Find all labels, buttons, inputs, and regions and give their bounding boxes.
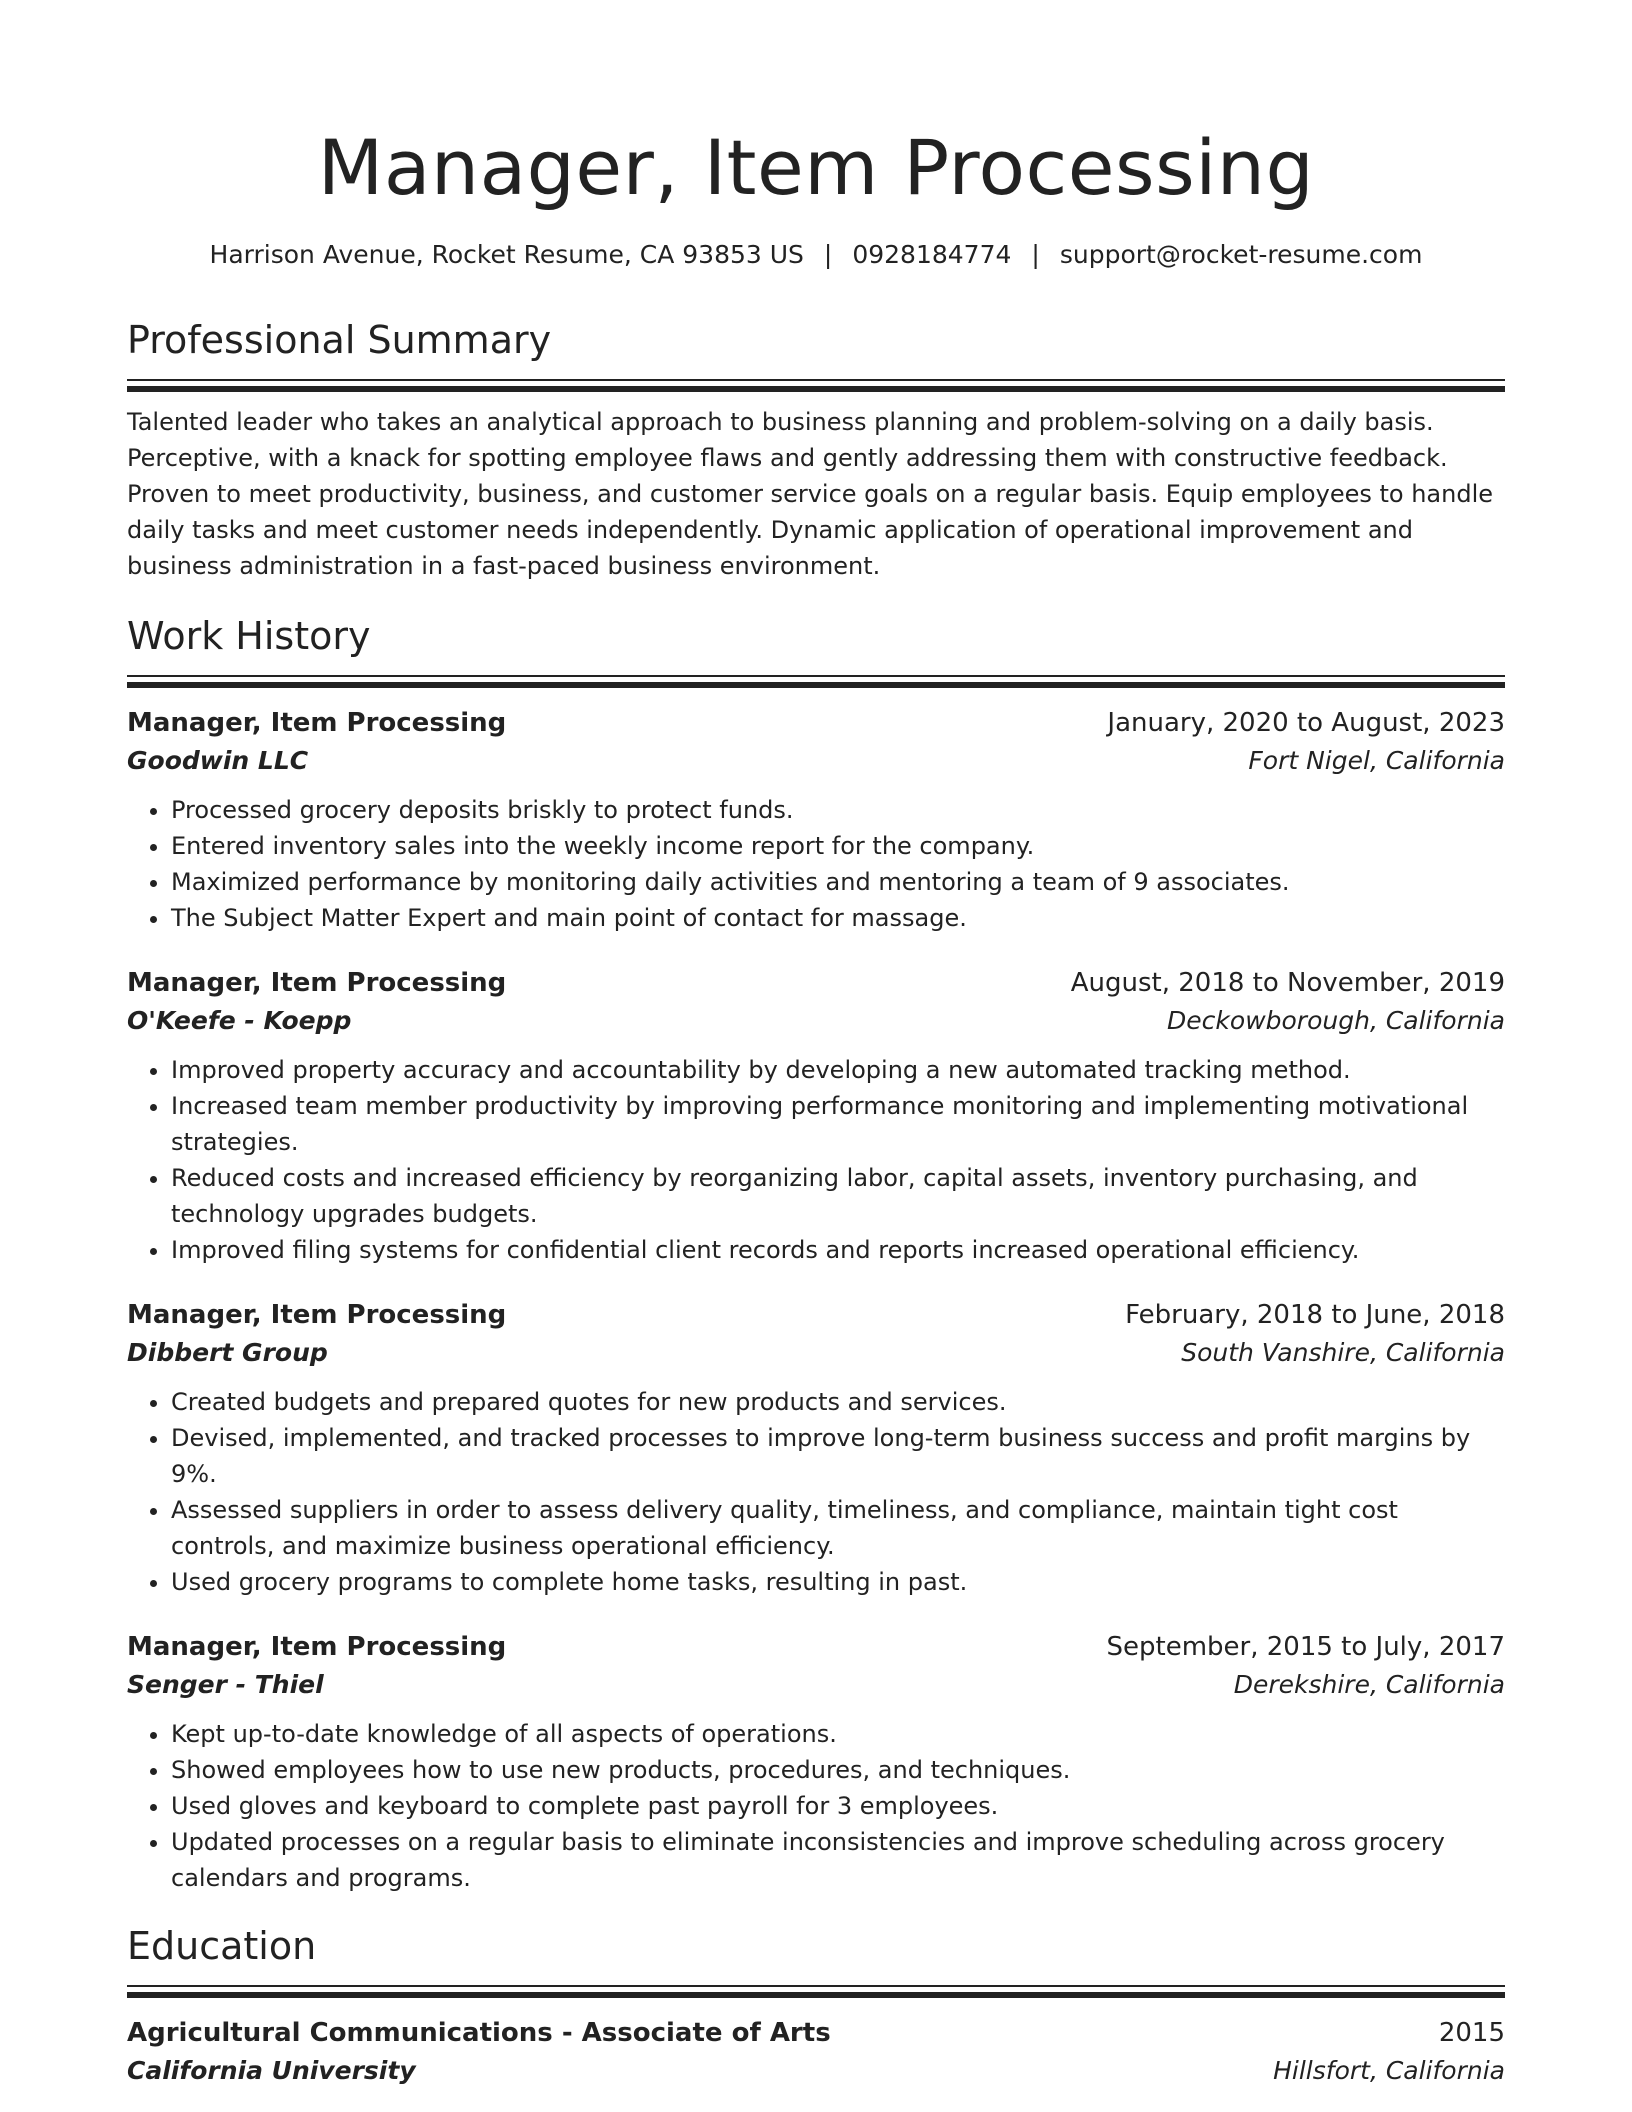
job-dates: January, 2020 to August, 2023 <box>1107 708 1505 738</box>
education-entry <box>127 2014 1505 2090</box>
list-item: • Maximized performance by monitoring daily activities and mentoring a team of 9 associates. <box>171 864 1505 900</box>
job-dates: September, 2015 to July, 2017 <box>1106 1632 1505 1662</box>
education-degree: Agricultural Communications - Associate of Arts <box>127 2018 831 2048</box>
job-title: Manager, Item Processing <box>127 1632 507 1662</box>
contact-separator: | <box>823 240 833 269</box>
contact-phone: 0928184774 <box>852 240 1012 269</box>
job-title: Manager, Item Processing <box>127 1300 507 1330</box>
contact-line <box>127 238 1505 272</box>
summary-text: Talented leader who takes an analytical approach to business planning and problem-solving on a daily basis. Perceptive, with a knack for spotting employee flaws and gently addressing them with constructive feedback. Proven to meet productivity, business, and customer service goals on a regular basis. Equip employees to handle daily tasks and meet customer needs independently. Dynamic application of operational improvement and business administration in a fast-paced business environment. <box>127 408 1493 580</box>
job-company: Dibbert Group <box>127 1338 328 1367</box>
job-title: Manager, Item Processing <box>127 968 507 998</box>
job-location: Fort Nigel, California <box>1248 746 1505 775</box>
list-item: • Created budgets and prepared quotes for new products and services. <box>171 1384 1505 1420</box>
list-item: • Processed grocery deposits briskly to protect funds. <box>171 792 1505 828</box>
job-entry <box>127 964 1505 1268</box>
list-item: • Showed employees how to use new products, procedures, and techniques. <box>171 1752 1505 1788</box>
list-item: • Used gloves and keyboard to complete past payroll for 3 employees. <box>171 1788 1505 1824</box>
job-location: Deckowborough, California <box>1167 1006 1505 1035</box>
job-dates: February, 2018 to June, 2018 <box>1125 1300 1505 1330</box>
job-bullets <box>127 1716 1505 1896</box>
section-divider <box>127 675 1505 688</box>
list-item: • Devised, implemented, and tracked processes to improve long-term business success and profit margins by 9%. <box>171 1420 1505 1492</box>
section-divider <box>127 1985 1505 1998</box>
education-year: 2015 <box>1438 2018 1505 2048</box>
summary-section <box>127 316 1505 584</box>
section-divider <box>127 379 1505 392</box>
contact-address: Harrison Avenue, Rocket Resume, CA 93853 US <box>209 240 804 269</box>
job-dates: August, 2018 to November, 2019 <box>1070 968 1505 998</box>
list-item: • Increased team member productivity by improving performance monitoring and implementing motivational strategies. <box>171 1088 1505 1160</box>
job-company: Goodwin LLC <box>127 746 309 775</box>
work-history-heading: Work History <box>127 614 371 658</box>
summary-heading: Professional Summary <box>127 318 552 362</box>
job-bullets <box>127 1384 1505 1600</box>
contact-email: support@rocket-resume.com <box>1059 240 1423 269</box>
list-item: • Used grocery programs to complete home tasks, resulting in past. <box>171 1564 1505 1600</box>
list-item: • Updated processes on a regular basis to eliminate inconsistencies and improve scheduling across grocery calendars and programs. <box>171 1824 1505 1896</box>
job-title: Manager, Item Processing <box>127 708 507 738</box>
contact-separator: | <box>1031 240 1040 269</box>
job-entry <box>127 704 1505 936</box>
job-company: O'Keefe - Koepp <box>127 1006 352 1035</box>
job-bullets <box>127 792 1505 936</box>
job-entry <box>127 1628 1505 1896</box>
resume-name: Manager, Item Processing <box>317 123 1315 212</box>
list-item: • Improved filing systems for confidential client records and reports increased operational efficiency. <box>171 1232 1505 1268</box>
education-section <box>127 1922 1505 2090</box>
education-heading: Education <box>127 1924 317 1968</box>
job-location: Derekshire, California <box>1233 1670 1505 1699</box>
education-location: Hillsfort, California <box>1273 2056 1505 2085</box>
list-item: • Improved property accuracy and accountability by developing a new automated tracking method. <box>171 1052 1505 1088</box>
list-item: • The Subject Matter Expert and main point of contact for massage. <box>171 900 1505 936</box>
list-item: • Reduced costs and increased efficiency by reorganizing labor, capital assets, inventory purchasing, and technology upgrades budgets. <box>171 1160 1505 1232</box>
list-item: • Assessed suppliers in order to assess delivery quality, timeliness, and compliance, maintain tight cost controls, and maximize business operational efficiency. <box>171 1492 1505 1564</box>
list-item: • Entered inventory sales into the weekly income report for the company. <box>171 828 1505 864</box>
job-bullets <box>127 1052 1505 1268</box>
job-company: Senger - Thiel <box>127 1670 324 1699</box>
job-entry <box>127 1296 1505 1600</box>
work-history-section <box>127 612 1505 1896</box>
list-item: • Kept up-to-date knowledge of all aspects of operations. <box>171 1716 1505 1752</box>
education-school: California University <box>127 2056 416 2085</box>
job-location: South Vanshire, California <box>1181 1338 1505 1367</box>
